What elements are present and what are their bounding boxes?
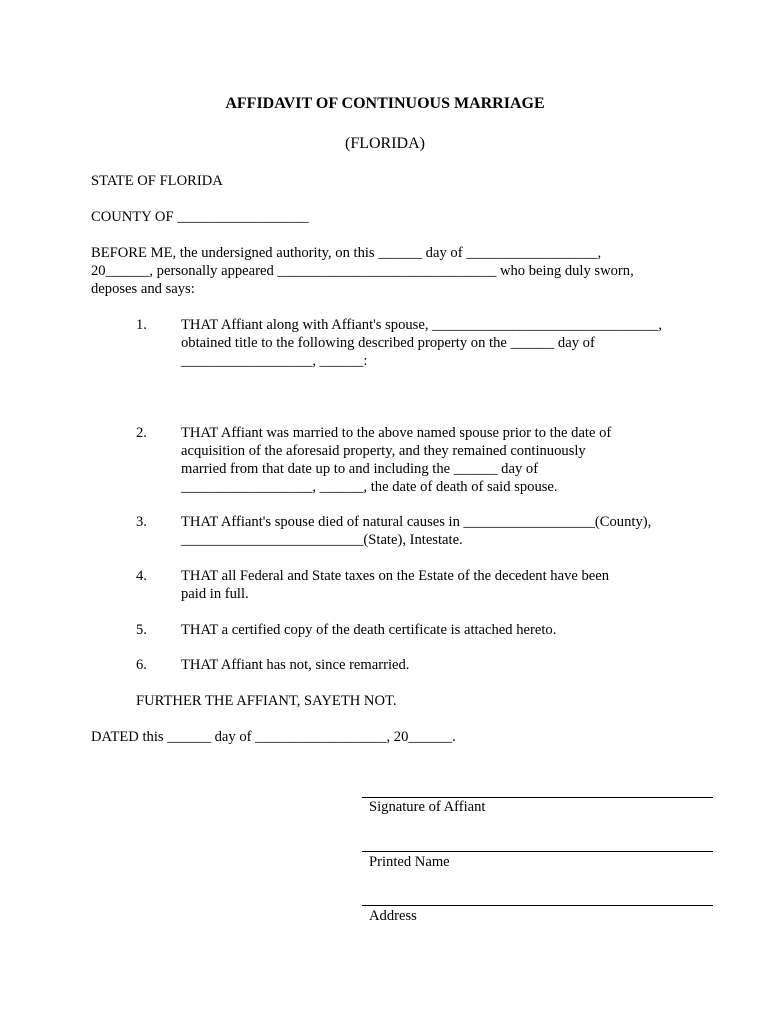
before-me-line: deposes and says:: [91, 281, 195, 297]
item-number: 5.: [136, 622, 147, 638]
signature-label: Signature of Affiant: [369, 799, 486, 815]
item-text: [181, 567, 609, 603]
before-me-line: BEFORE ME, the undersigned authority, on this ______ day of __________________,: [91, 245, 602, 261]
item-line: THAT Affiant along with Affiant's spouse, _______________________________,: [181, 317, 662, 333]
item-line: THAT a certified copy of the death certificate is attached hereto.: [181, 622, 557, 638]
item-line: _________________________(State), Intestate.: [181, 532, 463, 548]
further-statement: FURTHER THE AFFIANT, SAYETH NOT.: [136, 693, 397, 709]
item-number: 2.: [136, 425, 147, 441]
address-label: Address: [369, 908, 417, 924]
document-title: AFFIDAVIT OF CONTINUOUS MARRIAGE: [225, 95, 545, 112]
item-number: 4.: [136, 568, 147, 584]
item-line: THAT all Federal and State taxes on the Estate of the decedent have been: [181, 568, 610, 584]
item-line: THAT Affiant's spouse died of natural causes in __________________(County),: [181, 514, 652, 530]
item-line: THAT Affiant was married to the above named spouse prior to the date of: [181, 425, 612, 441]
printed-name-label: Printed Name: [369, 854, 450, 870]
item-text: [181, 316, 662, 370]
address-rule: [362, 905, 713, 906]
document-subtitle: (FLORIDA): [345, 135, 425, 152]
item-text: [181, 621, 556, 639]
item-text: [181, 513, 651, 549]
dated-line: DATED this ______ day of __________________, 20______.: [91, 729, 456, 745]
item-line: acquisition of the aforesaid property, and they remained continuously: [181, 443, 586, 459]
item-text: [181, 424, 611, 496]
item-number: 6.: [136, 657, 147, 673]
item-text: [181, 656, 409, 674]
item-line: __________________, ______, the date of death of said spouse.: [181, 479, 558, 495]
item-line: obtained title to the following described property on the ______ day of: [181, 335, 595, 351]
item-line: paid in full.: [181, 586, 249, 602]
item-line: THAT Affiant has not, since remarried.: [181, 657, 410, 673]
item-line: __________________, ______:: [181, 353, 368, 369]
printed-name-rule: [362, 851, 713, 852]
before-me-line: 20______, personally appeared ______________________________ who being duly sworn,: [91, 263, 634, 279]
item-line: married from that date up to and including the ______ day of: [181, 461, 539, 477]
item-number: 1.: [136, 317, 147, 333]
county-line: COUNTY OF __________________: [91, 209, 309, 225]
before-me-paragraph: [91, 244, 634, 298]
item-number: 3.: [136, 514, 147, 530]
state-line: STATE OF FLORIDA: [91, 173, 223, 189]
